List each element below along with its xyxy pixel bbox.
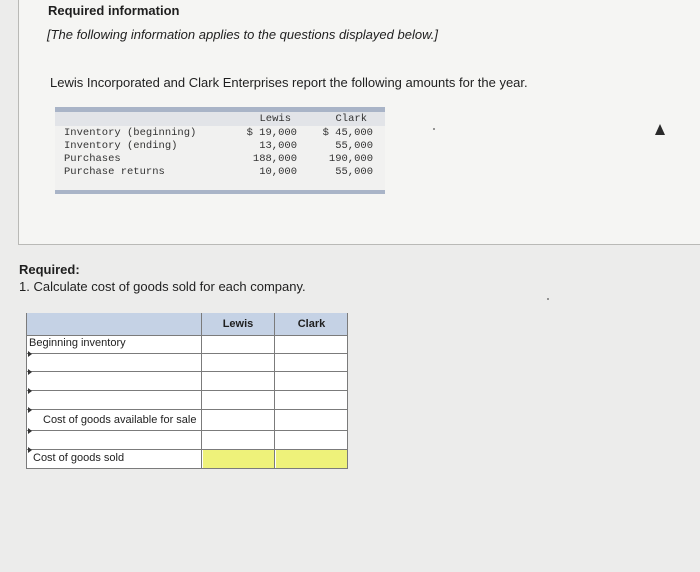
- lewis-input[interactable]: [203, 410, 273, 429]
- row-label-select[interactable]: [32, 372, 200, 389]
- decorative-dot: [547, 298, 549, 300]
- answer-col-clark: Clark: [275, 313, 348, 335]
- grid-line: [274, 313, 275, 469]
- clark-input[interactable]: [276, 410, 346, 429]
- given-data-table: [55, 107, 385, 194]
- required-heading: Required:: [19, 262, 80, 277]
- data-value-lewis: $ 19,000: [246, 127, 297, 139]
- mouse-cursor-icon: [655, 124, 665, 135]
- clark-input[interactable]: [276, 431, 346, 448]
- lewis-input[interactable]: [203, 372, 273, 389]
- row-label-select[interactable]: [32, 354, 200, 370]
- lewis-input[interactable]: [203, 391, 273, 408]
- row-label-select[interactable]: [32, 391, 200, 408]
- grid-line: [347, 313, 348, 469]
- row-label-goods-available: Cost of goods available for sale: [43, 414, 197, 426]
- data-value-clark: 190,000: [328, 153, 373, 165]
- grid-line: [201, 313, 202, 469]
- data-value-lewis: 13,000: [259, 140, 297, 152]
- data-value-lewis: 188,000: [252, 153, 297, 165]
- data-value-clark: 55,000: [335, 140, 373, 152]
- clark-cogs-input[interactable]: [276, 450, 346, 468]
- data-row-label: Purchases: [64, 153, 121, 165]
- clark-input[interactable]: [276, 372, 346, 389]
- row-label-select[interactable]: [32, 431, 200, 448]
- clark-input[interactable]: [276, 336, 346, 352]
- data-value-clark: 55,000: [335, 166, 373, 178]
- intro-text: Lewis Incorporated and Clark Enterprises report the following amounts for the year.: [50, 75, 528, 90]
- answer-header-blank: [26, 313, 201, 335]
- instructions-note: [The following information applies to the questions displayed below.]: [47, 27, 438, 42]
- data-col-clark: Clark: [335, 113, 367, 125]
- lewis-input[interactable]: [203, 336, 273, 352]
- row-label-cost-of-goods-sold: Cost of goods sold: [33, 452, 125, 464]
- lewis-input[interactable]: [203, 354, 273, 370]
- required-information-title: Required information: [48, 3, 180, 18]
- data-row-label: Inventory (beginning): [64, 127, 197, 139]
- answer-col-lewis: Lewis: [202, 313, 274, 335]
- data-value-clark: $ 45,000: [322, 127, 373, 139]
- grid-line: [26, 468, 348, 469]
- lewis-input[interactable]: [203, 431, 273, 448]
- lewis-cogs-input[interactable]: [203, 450, 273, 468]
- data-row-label: Inventory (ending): [64, 140, 178, 152]
- decorative-dot: [433, 128, 435, 130]
- data-value-lewis: 10,000: [259, 166, 297, 178]
- answer-table: [26, 313, 348, 469]
- clark-input[interactable]: [276, 391, 346, 408]
- row-label-beginning-inventory: Beginning inventory: [29, 337, 126, 349]
- grid-line: [26, 313, 27, 469]
- question-text: 1. Calculate cost of goods sold for each company.: [19, 279, 306, 294]
- data-col-lewis: Lewis: [259, 113, 291, 125]
- clark-input[interactable]: [276, 354, 346, 370]
- data-row-label: Purchase returns: [64, 166, 165, 178]
